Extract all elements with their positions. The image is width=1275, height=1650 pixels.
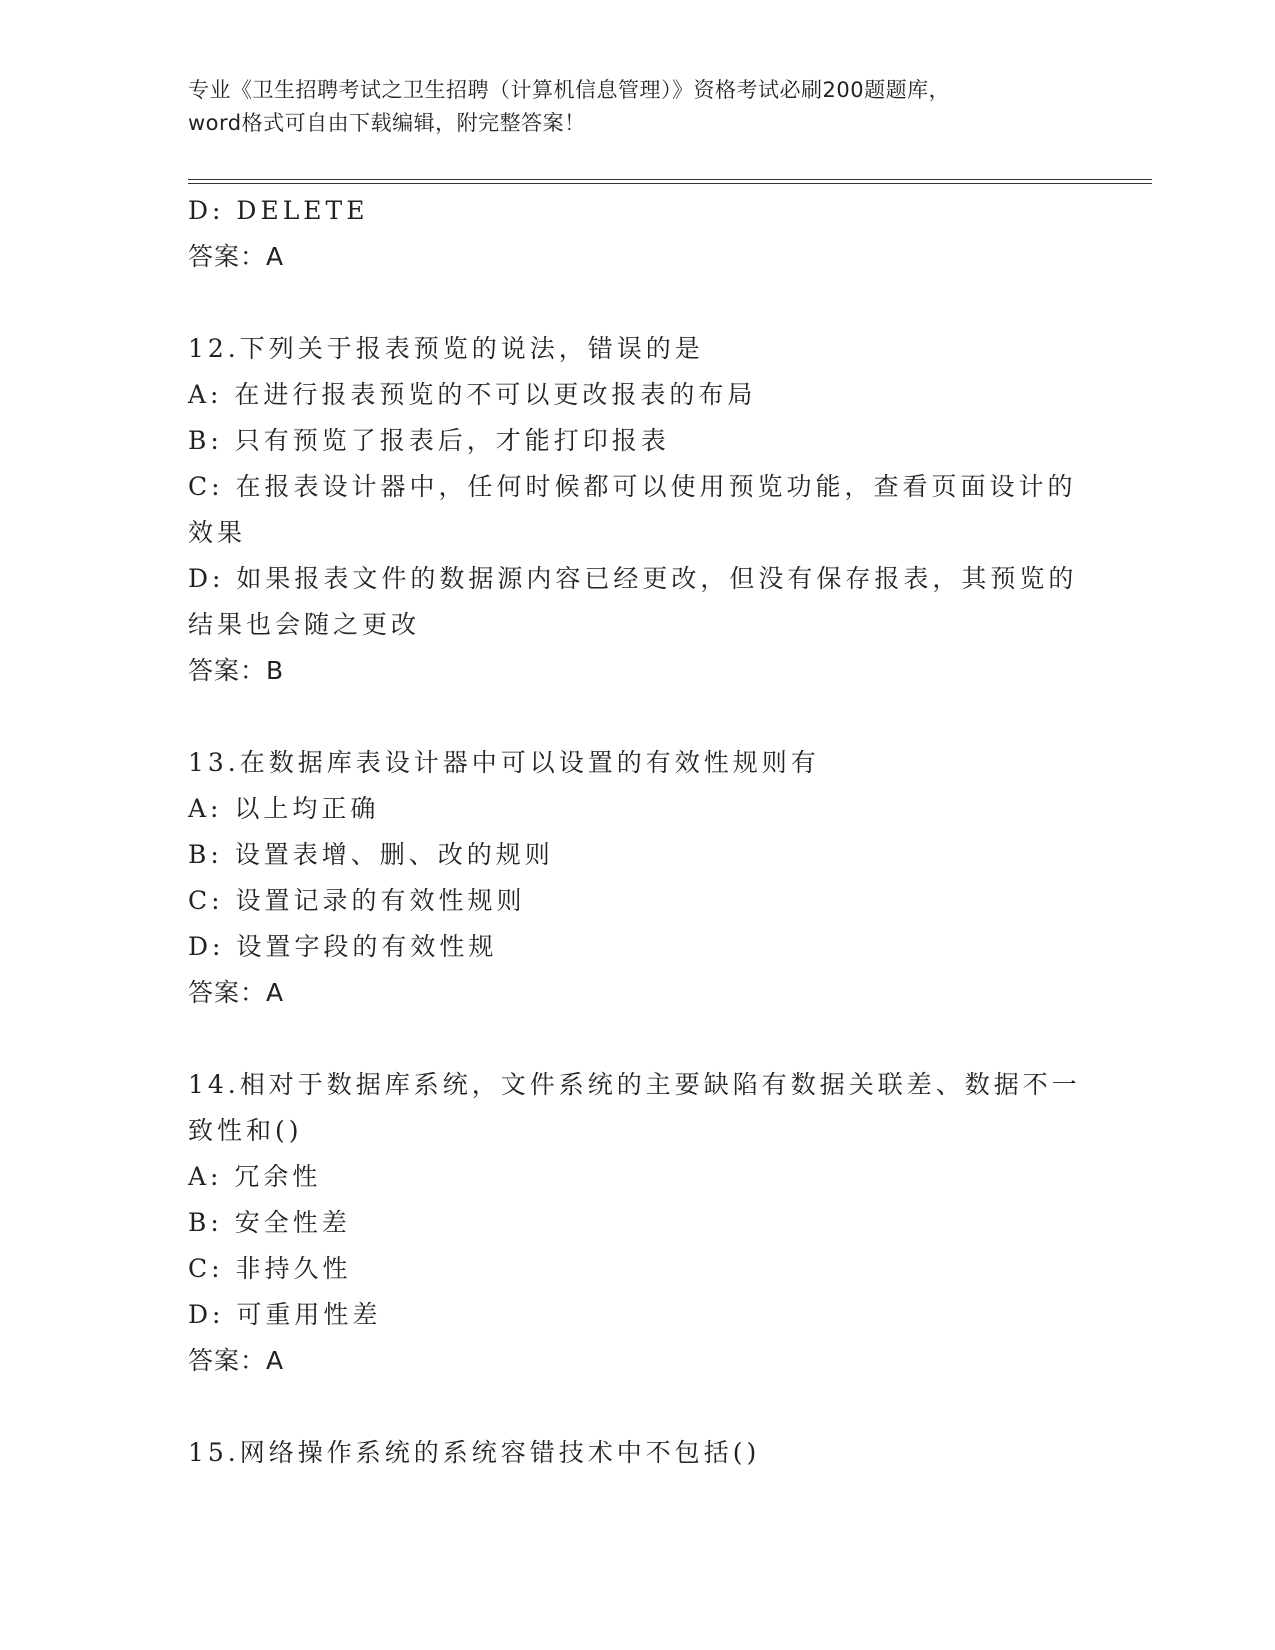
answer: 答案：A: [188, 1346, 285, 1375]
header-line-1: 专业《卫生招聘考试之卫生招聘（计算机信息管理）》资格考试必刷200题题库，: [188, 78, 951, 102]
document-header: [188, 74, 1088, 140]
question-stem: 12.下列关于报表预览的说法，错误的是: [188, 334, 704, 363]
answer: 答案：B: [188, 656, 285, 685]
header-line-2: word格式可自由下载编辑，附完整答案！: [188, 111, 586, 135]
option-b: B: 设置表增、删、改的规则: [188, 840, 554, 869]
option-d: D: 如果报表文件的数据源内容已经更改，但没有保存报表，其预览的结果也会随之更改: [188, 564, 1078, 639]
option-d: D: DELETE: [188, 196, 369, 225]
answer: 答案：A: [188, 978, 285, 1007]
question-list: [188, 188, 1088, 1476]
question-14: [188, 1062, 1088, 1384]
option-a: A: 冗余性: [188, 1162, 322, 1191]
question-stem: 14.相对于数据库系统，文件系统的主要缺陷有数据关联差、数据不一致性和(): [188, 1070, 1081, 1145]
question-12: [188, 326, 1088, 694]
question-15: [188, 1430, 1088, 1476]
option-d: D: 设置字段的有效性规: [188, 932, 498, 961]
answer: 答案：A: [188, 242, 285, 271]
question-stem: 15.网络操作系统的系统容错技术中不包括(): [188, 1438, 761, 1467]
header-rule-bottom: [188, 183, 1152, 184]
option-a: A: 在进行报表预览的不可以更改报表的布局: [188, 380, 757, 409]
option-b: B: 只有预览了报表后，才能打印报表: [188, 426, 670, 455]
option-c: C: 在报表设计器中，任何时候都可以使用预览功能，查看页面设计的效果: [188, 472, 1077, 547]
question-stem: 13.在数据库表设计器中可以设置的有效性规则有: [188, 748, 820, 777]
header-rule-top: [188, 179, 1152, 180]
option-c: C: 设置记录的有效性规则: [188, 886, 526, 915]
option-d: D: 可重用性差: [188, 1300, 382, 1329]
question-13: [188, 740, 1088, 1016]
option-a: A: 以上均正确: [188, 794, 380, 823]
option-b: B: 安全性差: [188, 1208, 351, 1237]
option-c: C: 非持久性: [188, 1254, 352, 1283]
